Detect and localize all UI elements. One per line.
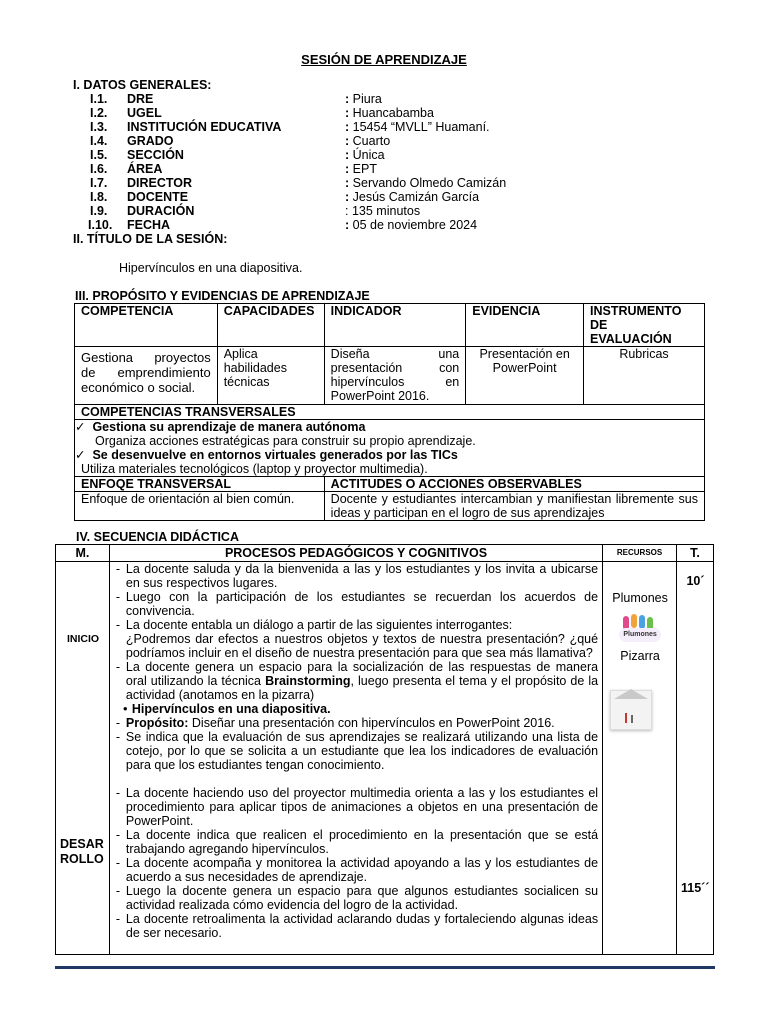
time-desarrollo: 115´´ [681,881,710,895]
time-inicio: 10´ [686,574,705,588]
time-column [677,562,714,955]
recursos-column [603,562,677,955]
cell-evidencia: Presentación en PowerPoint [466,347,584,405]
list-item: - Luego la docente genera un espacio para que algunos estudiantes socialicen su actividad realizada cómo evidencia del logro de la actividad. [110,884,598,912]
page-bottom-border [55,966,715,969]
cell-competencia: Gestiona proyectos de emprendimiento económico o social. [75,347,218,405]
list-item: - La docente genera un espacio para la socialización de las respuestas de manera oral utilizando la técnica Brainstorming, luego presenta el tema y el propósito de la actividad (anotamos en la pizarra) [110,660,598,702]
list-item: - Propósito: Diseñar una presentación con hipervínculos en PowerPoint 2016. [110,716,598,730]
actitudes-heading: ACTITUDES O ACCIONES OBSERVABLES [324,477,704,492]
transversales-heading: COMPETENCIAS TRANSVERSALES [75,405,705,420]
procesos-cell [109,562,602,955]
session-title: Hipervínculos en una diapositiva. [119,261,303,275]
header-instrumento: INSTRUMENTO DE EVALUACIÓN [583,304,704,347]
moment-inicio: INICIO [66,633,100,645]
enfoque-heading: ENFOQE TRANSVERSAL [75,477,325,492]
moment-desarrollo: DESAR ROLLO [60,837,104,866]
document-title: SESIÓN DE APRENDIZAJE [301,52,467,67]
enfoque-text: Enfoque de orientación al bien común. [75,492,325,521]
header-competencia: COMPETENCIA [75,304,218,347]
header-recursos: RECURSOS [603,545,677,562]
header-capacidades: CAPACIDADES [217,304,324,347]
list-item: - Luego con la participación de los estudiantes se recuerdan los acuerdos de convivencia. [110,590,598,618]
list-item: - La docente saluda y da la bienvenida a las y los estudiantes y los invita a ubicarse en sus respectivos lugares. [110,562,598,590]
recurso-pizarra: Pizarra [620,649,660,663]
list-item: - Se indica que la evaluación de sus aprendizajes se realizará utilizando una lista de cotejo, por lo que se solicita a un estudiante que lea los indicadores de evaluación para que los estudiantes tengan conocimiento. [110,730,598,772]
list-item: ● Hipervínculos en una diapositiva. [110,702,598,716]
recurso-plumones: Plumones [612,591,668,605]
proposito-table [74,303,705,521]
cell-indicador: Diseña una presentación con hipervínculos en PowerPoint 2016. [324,347,466,405]
section-heading-proposito: III. PROPÓSITO Y EVIDENCIAS DE APRENDIZAJE [75,289,370,303]
section-heading-secuencia: IV. SECUENCIA DIDÁCTICA [76,530,239,544]
secuencia-table [55,544,714,955]
list-item: - La docente entabla un diálogo a partir de las siguientes interrogantes: ¿Podremos dar efectos a nuestros objetos y textos de nuestra presentación? ¿qué podríamos incluir en el diseño de nuestra presentación para que sea más llamativa? [110,618,598,660]
list-item: - La docente acompaña y monitorea la actividad apoyando a las y los estudiantes de acuerdo a sus necesidades de aprendizaje. [110,856,598,884]
header-t: T. [677,545,714,562]
transversales-list: ✓ Gestiona su aprendizaje de manera autónoma Organiza acciones estratégicas para construir su propio aprendizaje. ✓ Se desenvuelve en entornos virtuales generados por las TICs Utiliza materiales tecnológicos (laptop y proyector multimedia). [75,420,705,477]
header-indicador: INDICADOR [324,304,466,347]
header-m: M. [56,545,110,562]
list-item: - La docente haciendo uso del proyector multimedia orienta a las y los estudiantes el procedimiento para aplicar tipos de animaciones a objetos en una presentación de PowerPoint. [110,786,598,828]
list-item: - La docente indica que realicen el procedimiento en la presentación que se está trabajando agregando hipervínculos. [110,828,598,856]
header-evidencia: EVIDENCIA [466,304,584,347]
section-heading-titulo: II. TÍTULO DE LA SESIÓN: [73,232,228,246]
list-item: - La docente retroalimenta la actividad aclarando dudas y fortaleciendo algunas ideas de ser necesario. [110,912,598,940]
markers-image: Plumones [619,614,661,644]
header-procesos: PROCESOS PEDAGÓGICOS Y COGNITIVOS [109,545,602,562]
cell-instrumento: Rubricas [583,347,704,405]
actitudes-text: Docente y estudiantes intercambian y manifiestan libremente sus ideas y participan en el logro de sus aprendizajes [324,492,704,521]
cell-capacidades: Aplica habilidades técnicas [217,347,324,405]
section-heading-datos: I. DATOS GENERALES: [73,78,212,92]
whiteboard-image [610,690,652,730]
moments-column [56,562,110,955]
